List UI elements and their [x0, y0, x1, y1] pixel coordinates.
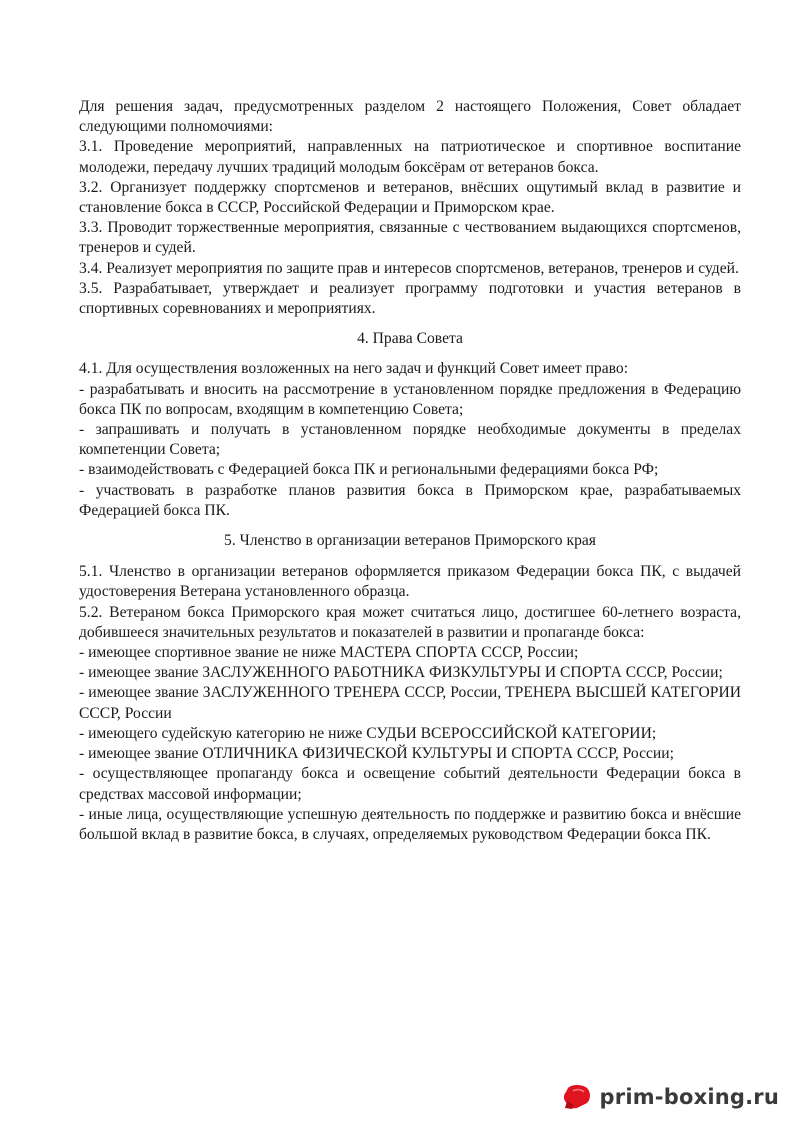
clause-4-1-item: - разрабатывать и вносить на рассмотрение в установленном порядке предложения в Федерацию бокса ПК по вопросам, входящим в компетенцию Совета; — [79, 380, 741, 418]
clause-5-2-item: - осуществляющее пропаганду бокса и освещение событий деятельности Федерации бокса в средствах массовой информации; — [79, 765, 741, 803]
section4-heading: 4. Права Совета — [357, 330, 463, 348]
clause-4-1-item: - участвовать в разработке планов развития бокса в Приморском крае, разрабатываемых Федерацией бокса ПК. — [79, 481, 741, 519]
section5-heading: 5. Членство в организации ветеранов Приморского края — [224, 532, 596, 550]
clause-3-4: 3.4. Реализует мероприятия по защите прав и интересов спортсменов, ветеранов, тренеров и судей. — [79, 259, 739, 277]
clause-5-2: 5.2. Ветераном бокса Приморского края может считаться лицо, достигшее 60-летнего возраста, добившееся значительных результатов и показателей в развитии и пропаганде бокса: — [79, 603, 741, 641]
clause-4-1-item: - запрашивать и получать в установленном порядке необходимые документы в пределах компетенции Совета; — [79, 421, 741, 459]
clause-5-2-item: - имеющее спортивное звание не ниже МАСТЕРА СПОРТА СССР, России; — [79, 644, 579, 662]
clause-5-2-item: - иные лица, осуществляющие успешную деятельность по поддержке и развитию бокса и внёсшие большой вклад в развитие бокса, в случаях, определяемых руководством Федерации бокса ПК. — [79, 805, 741, 843]
clause-4-1-item: - взаимодействовать с Федерацией бокса ПК и региональными федерациями бокса РФ; — [79, 461, 659, 479]
clause-3-3: 3.3. Проводит торжественные мероприятия, связанные с чествованием выдающихся спортсменов, тренеров и судей. — [79, 219, 741, 257]
clause-4-1: 4.1. Для осуществления возложенных на него задач и функций Совет имеет право: — [79, 360, 629, 378]
section3-intro: Для решения задач, предусмотренных разделом 2 настоящего Положения, Совет обладает следующими полномочиями: — [79, 98, 741, 136]
document-page — [79, 97, 741, 845]
clause-5-2-item: - имеющее звание ЗАСЛУЖЕННОГО РАБОТНИКА ФИЗКУЛЬТУРЫ И СПОРТА СССР, России; — [79, 664, 723, 682]
clause-5-2-item: - имеющего судейскую категорию не ниже СУДЬИ ВСЕРОССИЙСКОЙ КАТЕГОРИИ; — [79, 724, 657, 742]
clause-3-1: 3.1. Проведение мероприятий, направленных на патриотическое и спортивное воспитание молодежи, передачу лучших традиций молодым боксёрам от ветеранов бокса. — [79, 138, 741, 176]
clause-5-1: 5.1. Членство в организации ветеранов оформляется приказом Федерации бокса ПК, с выдачей удостоверения Ветерана установленного образца. — [79, 563, 741, 601]
clause-3-2: 3.2. Организует поддержку спортсменов и ветеранов, внёсших ощутимый вклад в развитие и становление бокса в СССР, Российской Федерации и Приморском крае. — [79, 178, 741, 217]
watermark-text: prim-boxing.ru — [599, 1085, 779, 1109]
clause-5-2-item: - имеющее звание ЗАСЛУЖЕННОГО ТРЕНЕРА СССР, России, ТРЕНЕРА ВЫСШЕЙ КАТЕГОРИИ СССР, России — [79, 684, 741, 722]
boxing-glove-icon — [562, 1084, 592, 1110]
clause-3-5: 3.5. Разрабатывает, утверждает и реализует программу подготовки и участия ветеранов в спортивных соревнованиях и мероприятиях. — [79, 279, 741, 318]
site-watermark — [562, 1084, 779, 1110]
clause-5-2-item: - имеющее звание ОТЛИЧНИКА ФИЗИЧЕСКОЙ КУЛЬТУРЫ И СПОРТА СССР, России; — [79, 745, 674, 763]
